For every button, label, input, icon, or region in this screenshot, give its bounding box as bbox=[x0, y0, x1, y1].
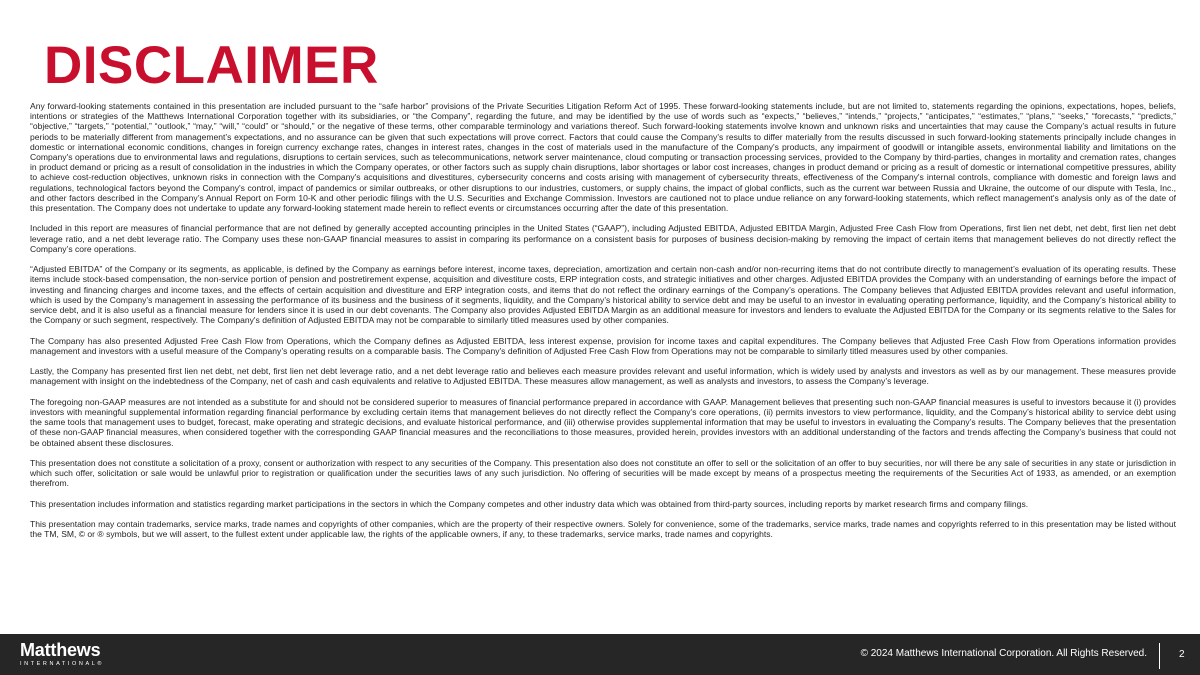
matthews-logo bbox=[20, 640, 104, 668]
paragraph-no-solicitation: This presentation does not constitute a solicitation of a proxy, consent or authorization with respect to any securities of the Company. This presentation also does not constitute an offer to sell or the solicitation of an offer to buy securities, nor will there be any sale of securities in any state or jurisdiction in which such offer, solicitation or sale would be unlawful prior to registration or qualification under the securities laws of any such jurisdiction. No offering of securities will be made except by means of a prospectus meeting the requirements of the Securities Act of 1933, as amended, or an exemption therefrom. bbox=[30, 458, 1176, 489]
page-number: 2 bbox=[1179, 649, 1185, 660]
paragraph-free-cash-flow: The Company has also presented Adjusted Free Cash Flow from Operations, which the Company defines as Adjusted EBITDA, less interest expense, provision for income taxes and capital expenditures. The Company believes that Adjusted Free Cash Flow from Operations information provides management and investors with a useful measure of the Company’s operating results on a comparable basis. The Company's definition of Adjusted Free Cash Flow from Operations may not be comparable to similarly titled measures used by other companies. bbox=[30, 335, 1176, 356]
disclaimer-body bbox=[30, 101, 1176, 550]
paragraph-forward-looking: Any forward-looking statements contained in this presentation are included pursuant to the “safe harbor” provisions of the Private Securities Litigation Reform Act of 1995. These forward-looking statements include, but are not limited to, statements regarding the opinions, expectations, hopes, beliefs, intentions or strategies of the Matthews International Corporation together with its subsidiaries, or “the Company”, regarding the future, and may be identified by the use of words such as “expects,” “believes,” “intends,” “projects,” “anticipates,” “estimates,” “plans,” “seeks,” “forecasts,” “predicts,” “objective,” “targets,” “potential,” “outlook,” “may,” “will,” “could” or “should,” or the negative of these terms, other comparable terminology and variations thereof. Such forward-looking statements involve known and unknown risks and uncertainties that may cause the Company’s actual results in future periods to be materially different from management’s expectations, and no assurance can be given that such expectations will prove correct. Factors that could cause the Company's results to differ materially from the results discussed in such forward-looking statements principally include changes in domestic or international economic conditions, changes in foreign currency exchange rates, changes in interest rates, changes in the cost of materials used in the manufacture of the Company's products, any impairment of goodwill or intangible assets, environmental liability and limitations on the Company's operations due to environmental laws and regulations, disruptions to certain services, such as telecommunications, network server maintenance, cloud computing or transaction processing services, provided to the Company by third-parties, changes in mortality and cremation rates, changes in product demand or pricing as a result of consolidation in the industries in which the Company operates, or other factors such as supply chain disruptions, labor shortages or labor cost increases, changes in product demand or pricing as a result of domestic or international competitive pressures, ability to achieve cost-reduction objectives, unknown risks in connection with the Company's acquisitions and divestitures, cybersecurity concerns and costs arising with management of cybersecurity threats, effectiveness of the Company's internal controls, compliance with domestic and foreign laws and regulations, technological factors beyond the Company's control, impact of pandemics or similar outbreaks, or other disruptions to our industries, customers, or supply chains, the impact of global conflicts, such as the current war between Russia and Ukraine, the outcome of our dispute with Tesla, Inc., and other factors described in the Company’s Annual Report on Form 10-K and other periodic filings with the U.S. Securities and Exchange Commission. Investors are cautioned not to place undue reliance on any forward-looking statements, which reflect management's analysis only as of the date of this presentation. The Company does not undertake to update any forward-looking statement made herein to reflect events or circumstances occurring after the date of this presentation. bbox=[30, 101, 1176, 214]
logo-wordmark: Matthews bbox=[20, 640, 101, 660]
footer-bar bbox=[0, 634, 1200, 675]
logo-subtitle: INTERNATIONAL® bbox=[20, 661, 105, 667]
paragraph-non-gaap-intro: Included in this report are measures of financial performance that are not defined by generally accepted accounting principles in the United States (“GAAP”), including Adjusted EBITDA, Adjusted EBITDA Margin, Adjusted Free Cash Flow from Operations, first lien net debt, net debt, first lien net debt leverage ratio, and a net debt leverage ratio. The Company uses these non-GAAP financial measures to assist in comparing its performance on a consistent basis for purposes of business decision-making by removing the impact of certain items that management believes do not directly reflect the Company’s core operations. bbox=[30, 223, 1176, 254]
paragraph-net-debt: Lastly, the Company has presented first lien net debt, net debt, first lien net debt leverage ratio, and a net debt leverage ratio and believes each measure provides relevant and useful information, which is widely used by analysts and investors as well as by our management. These measures provide management with insight on the indebtedness of the Company, net of cash and cash equivalents and relative to Adjusted EBITDA. These measures allow management, as well as analysts and investors, to assess the Company’s leverage. bbox=[30, 366, 1176, 387]
paragraph-adjusted-ebitda: “Adjusted EBITDA” of the Company or its segments, as applicable, is defined by the Company as earnings before interest, income taxes, depreciation, amortization and certain non-cash and/or non-recurring items that do not contribute directly to management’s evaluation of its operating results. These items include stock-based compensation, the non-service portion of pension and postretirement expense, acquisition and divestiture costs, ERP integration costs, and strategic initiatives and other charges. Adjusted EBITDA provides the Company with an understanding of earnings before the impact of investing and financing charges and income taxes, and the effects of certain acquisition and divestiture and ERP integration costs, and items that do not reflect the ordinary earnings of the Company’s operations. The Company believes that Adjusted EBITDA provides relevant and useful information, which is used by the Company’s management in assessing the performance of its business and the business of it segments, liquidity, and the Company’s historical ability to service debt and may be useful to an investor in evaluating operating performance, liquidity, and the Company’s historical ability to service debt, and it is also useful as a financial measure for lenders since it is used in our debt covenants. The Company also provides Adjusted EBITDA Margin as an additional measure for investors and lenders to evaluate the Adjusted EBITDA for the Company or its segments relative to the Sales for the Company or such segment, respectively. The Company's definition of Adjusted EBITDA may not be comparable to similarly titled measures used by other companies. bbox=[30, 264, 1176, 326]
page-title: DISCLAIMER bbox=[44, 36, 379, 95]
copyright-text: © 2024 Matthews International Corporation. All Rights Reserved. bbox=[860, 648, 1147, 659]
footer-divider bbox=[1159, 643, 1160, 669]
paragraph-non-gaap-substitute: The foregoing non-GAAP measures are not intended as a substitute for and should not be considered superior to measures of financial performance prepared in accordance with GAAP. Management believes that presenting such non-GAAP financial measures is useful to investors because it (i) provides investors with meaningful supplemental information regarding financial performance by excluding certain items that management believes do not directly reflect the Company’s core operations, (ii) permits investors to view performance, liquidity, and the Company’s historical ability to service debt using the same tools that management uses to budget, forecast, make operating and strategic decisions, and evaluate historical performance, and (iii) otherwise provides supplemental information that may be useful to investors in evaluating the Company’s results. The Company believes that the presentation of these non-GAAP financial measures, when considered together with the corresponding GAAP financial measures and the reconciliations to those measures, provided herein, provides investors with an additional understanding of the factors and trends affecting the Company’s business that could not be obtained absent these disclosures. bbox=[30, 396, 1176, 448]
paragraph-trademarks: This presentation may contain trademarks, service marks, trade names and copyrights of other companies, which are the property of their respective owners. Solely for convenience, some of the trademarks, service marks, trade names and copyrights referred to in this presentation may be listed without the TM, SM, © or ® symbols, but we will assert, to the fullest extent under applicable law, the rights of the applicable owners, if any, to these trademarks, service marks, trade names and copyrights. bbox=[30, 519, 1176, 540]
paragraph-market-data: This presentation includes information and statistics regarding market participations in the sectors in which the Company competes and other industry data which was obtained from third-party sources, including reports by market research firms and company filings. bbox=[30, 498, 1029, 509]
